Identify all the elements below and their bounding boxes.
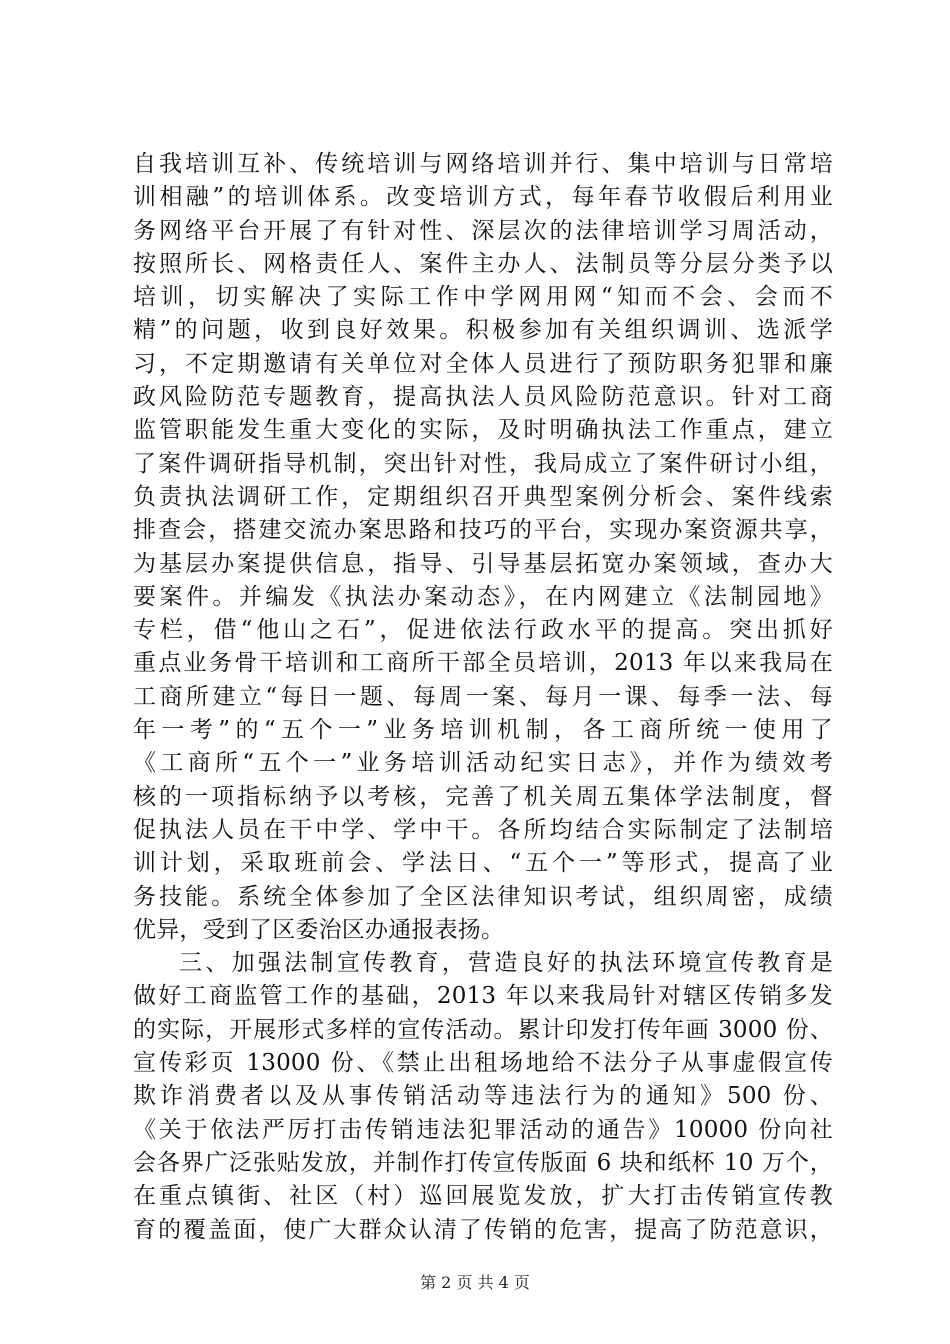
text-line: 核的一项指标纳予以考核，完善了机关周五集体学法制度，督 <box>133 783 833 810</box>
body-text <box>133 148 833 1247</box>
text-line: 了案件调研指导机制，突出针对性，我局成立了案件研讨小组， <box>133 450 833 477</box>
text-line: 工商所建立“每日一题、每周一案、每月一课、每季一法、每 <box>133 683 833 710</box>
text-line: 专栏，借“他山之石”，促进依法行政水平的提高。突出抓好 <box>133 617 833 644</box>
text-line: 宣传彩页 13000 份、《禁止出租场地给不法分子从事虚假宣传 <box>133 1050 833 1077</box>
section-heading-line: 三、加强法制宣传教育，营造良好的执法环境宣传教育是 <box>179 950 833 977</box>
text-line: 精”的问题，收到良好效果。积极参加有关组织调训、选派学 <box>133 317 833 344</box>
text-line: 按照所长、网格责任人、案件主办人、法制员等分层分类予以 <box>133 250 833 277</box>
text-line: 要案件。并编发《执法办案动态》，在内网建立《法制园地》 <box>133 583 833 610</box>
text-line: 训相融”的培训体系。改变培训方式，每年春节收假后利用业 <box>133 184 833 211</box>
text-line: 做好工商监管工作的基础，2013 年以来我局针对辖区传销多发 <box>133 983 833 1010</box>
text-line: 务技能。系统全体参加了全区法律知识考试，组织周密，成绩 <box>133 883 833 910</box>
paragraph-end-line: 优异，受到了区委治区办通报表扬。 <box>133 916 505 943</box>
text-line: 监管职能发生重大变化的实际，及时明确执法工作重点，建立 <box>133 417 833 444</box>
page-number-footer: 第 2 页 共 4 页 <box>420 1273 530 1292</box>
text-line: 负责执法调研工作，定期组织召开典型案例分析会、案件线索 <box>133 483 833 510</box>
text-line: 排查会，搭建交流办案思路和技巧的平台，实现办案资源共享， <box>133 517 833 544</box>
text-line: 习，不定期邀请有关单位对全体人员进行了预防职务犯罪和廉 <box>133 350 833 377</box>
text-line: 年一考”的“五个一”业务培训机制，各工商所统一使用了 <box>133 717 833 744</box>
text-line: 会各界广泛张贴发放，并制作打传宣传版面 6 块和纸杯 10 万个， <box>133 1149 833 1176</box>
text-line: 重点业务骨干培训和工商所干部全员培训，2013 年以来我局在 <box>133 650 833 677</box>
text-line: 《关于依法严厉打击传销违法犯罪活动的通告》10000 份向社 <box>133 1116 833 1143</box>
text-line: 育的覆盖面，使广大群众认清了传销的危害，提高了防范意识， <box>133 1216 833 1243</box>
text-line: 训计划，采取班前会、学法日、“五个一”等形式，提高了业 <box>133 850 833 877</box>
text-line: 在重点镇街、社区（村）巡回展览发放，扩大打击传销宣传教 <box>133 1183 833 1210</box>
text-line: 《工商所“五个一”业务培训活动纪实日志》，并作为绩效考 <box>133 750 833 777</box>
text-line: 务网络平台开展了有针对性、深层次的法律培训学习周活动， <box>133 217 833 244</box>
text-line: 欺诈消费者以及从事传销活动等违法行为的通知》500 份、 <box>133 1083 833 1110</box>
text-line: 的实际，开展形式多样的宣传活动。累计印发打传年画 3000 份、 <box>133 1016 833 1043</box>
text-line: 为基层办案提供信息，指导、引导基层拓宽办案领域，查办大 <box>133 550 833 577</box>
text-line: 自我培训互补、传统培训与网络培训并行、集中培训与日常培 <box>133 151 833 177</box>
text-line: 培训，切实解决了实际工作中学网用网“知而不会、会而不 <box>133 284 833 311</box>
text-line: 政风险防范专题教育，提高执法人员风险防范意识。针对工商 <box>133 384 833 411</box>
text-line: 促执法人员在干中学、学中干。各所均结合实际制定了法制培 <box>133 816 833 843</box>
